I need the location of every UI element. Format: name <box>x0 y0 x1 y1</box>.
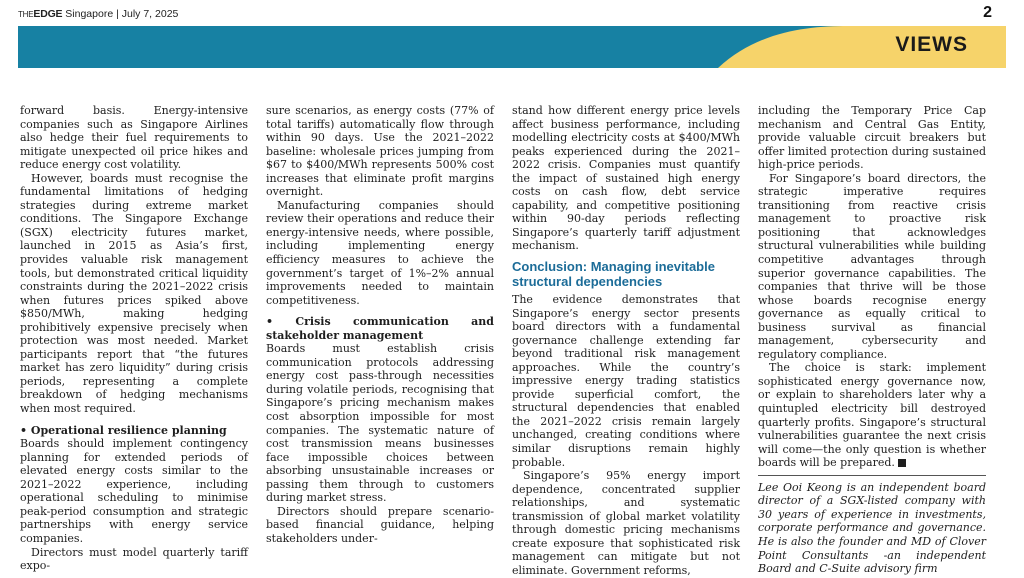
paragraph: Directors must model quarterly tariff expo- <box>20 545 248 573</box>
article-column-4 <box>758 104 986 576</box>
paragraph: including the Temporary Price Cap mechanism and Central Gas Entity, provide valuable circuit breakers but offer limited protection during sustained high-price periods. <box>758 104 986 172</box>
masthead <box>18 8 178 20</box>
paragraph: For Singapore’s board directors, the strategic imperative requires transitioning from reactive crisis management to proactive risk positioning that acknowledges structural vulnerabilities while building competitive advantages through superior governance capabilities. The companies that thrive will be those whose boards recognise energy governance as equally critical to business survival as financial management, cybersecurity and regulatory compliance. <box>758 171 986 361</box>
paragraph: Boards must establish crisis communication protocols addressing energy cost pass-through necessities during volatile periods, recognising that Singapore’s pricing mechanism makes cost absorption impossible for most companies. The systematic nature of cost transmission means businesses face impossible choices between absorbing unsustainable increases or passing them through to customers during market stress. <box>266 342 494 505</box>
article-column-2 <box>266 104 494 546</box>
masthead-separator: | <box>116 8 119 20</box>
paragraph: However, boards must recognise the fundamental limitations of hedging strategies during extreme market conditions. The Singapore Exchange (SGX) electricity futures market, launched in 2015 as Asia’s first, provides valuable risk management tools, but demonstrated critical liquidity constraints during the 2021–2022 crisis when futures prices spiked above $850/MWh, making hedging prohibitively expensive precisely when protection was most needed. Market participants report that “the futures market has zero liquidity” during crisis periods, representing a complete breakdown of hedging mechanisms when most required. <box>20 171 248 416</box>
publication-logo: THEEDGE <box>18 8 63 20</box>
paragraph: Directors should prepare scenario-based financial guidance, helping stakeholders under- <box>266 504 494 545</box>
section-heading-conclusion: Conclusion: Managing inevitable structural dependencies <box>512 259 715 290</box>
edition-label: Singapore <box>65 8 114 20</box>
article-column-1 <box>20 104 248 573</box>
section-label: VIEWS <box>895 33 968 56</box>
section-banner <box>18 26 1006 68</box>
subheading-operational-resilience: • Operational resilience planning <box>20 423 227 437</box>
paragraph: forward basis. Energy-intensive companies such as Singapore Airlines also hedge their fuel requirements to mitigate unexpected oil price hikes and reduce energy cost volatility. <box>20 104 248 172</box>
subheading-crisis-communication: • Crisis communication and stakeholder management <box>266 315 494 342</box>
article-column-3 <box>512 104 740 578</box>
paragraph: The evidence demonstrates that Singapore’s energy sector presents board directors with a fundamental governance challenge extending far beyond traditional risk management approaches. While the country’s impressive energy trading statistics provide superficial comfort, the structural dependencies that enabled the 2021–2022 crisis remain largely unchanged, creating conditions where similar disruptions remain highly probable. <box>512 293 740 469</box>
article-body <box>20 104 992 577</box>
paragraph: sure scenarios, as energy costs (77% of total tariffs) automatically flow through within 90 days. Use the 2021–2022 baseline: wholesale prices jumping from $67 to $400/MWh represents 500% cost increases that eliminate profit margins overnight. <box>266 104 494 199</box>
closing-paragraph: The choice is stark: implement sophisticated energy governance now, or explain to shareholders later why a quintupled electricity bill destroyed quarterly profits. Singapore’s structural vulnerabilities guarantee the next crisis will come—the only question is whether boards will be prepared. <box>758 361 986 470</box>
paragraph: Singapore’s 95% energy import dependence, concentrated supplier relationships, and systematic transmission of global market volatility through domestic pricing mechanisms create exposure that sophisticated risk management can mitigate but not eliminate. Government reforms, <box>512 469 740 577</box>
paragraph: Boards should implement contingency planning for extended periods of elevated energy costs similar to the 2021–2022 experience, including operational scheduling to minimise peak-period consumption and strategic partnerships with energy service companies. <box>20 437 248 545</box>
bio-divider <box>758 475 986 476</box>
paragraph: stand how different energy price levels affect business performance, including modelling electricity costs at $400/MWh peaks experienced during the 2021–2022 crisis. Companies must quantify the impact of sustained high energy costs on cash flow, debt service capability, and competitive positioning within 90-day periods reflecting Singapore’s quarterly tariff adjustment mechanism. <box>512 104 740 253</box>
issue-date: July 7, 2025 <box>121 8 179 20</box>
paragraph: Manufacturing companies should review their operations and reduce their energy-intensive needs, where possible, including implementing energy efficiency measures to achieve the government’s target of 1%–2% annual improvements needed to maintain competitiveness. <box>266 198 494 307</box>
banner-graphic <box>18 26 1006 68</box>
author-bio: Lee Ooi Keong is an independent board director of a SGX-listed company with 30 years of experience in investments, corporate performance and governance. He is also the founder and MD of Clover Point Consultants -an independent Board and C-Suite advisory firm <box>758 480 986 576</box>
end-of-article-mark <box>898 459 906 467</box>
page-number: 2 <box>983 4 992 21</box>
